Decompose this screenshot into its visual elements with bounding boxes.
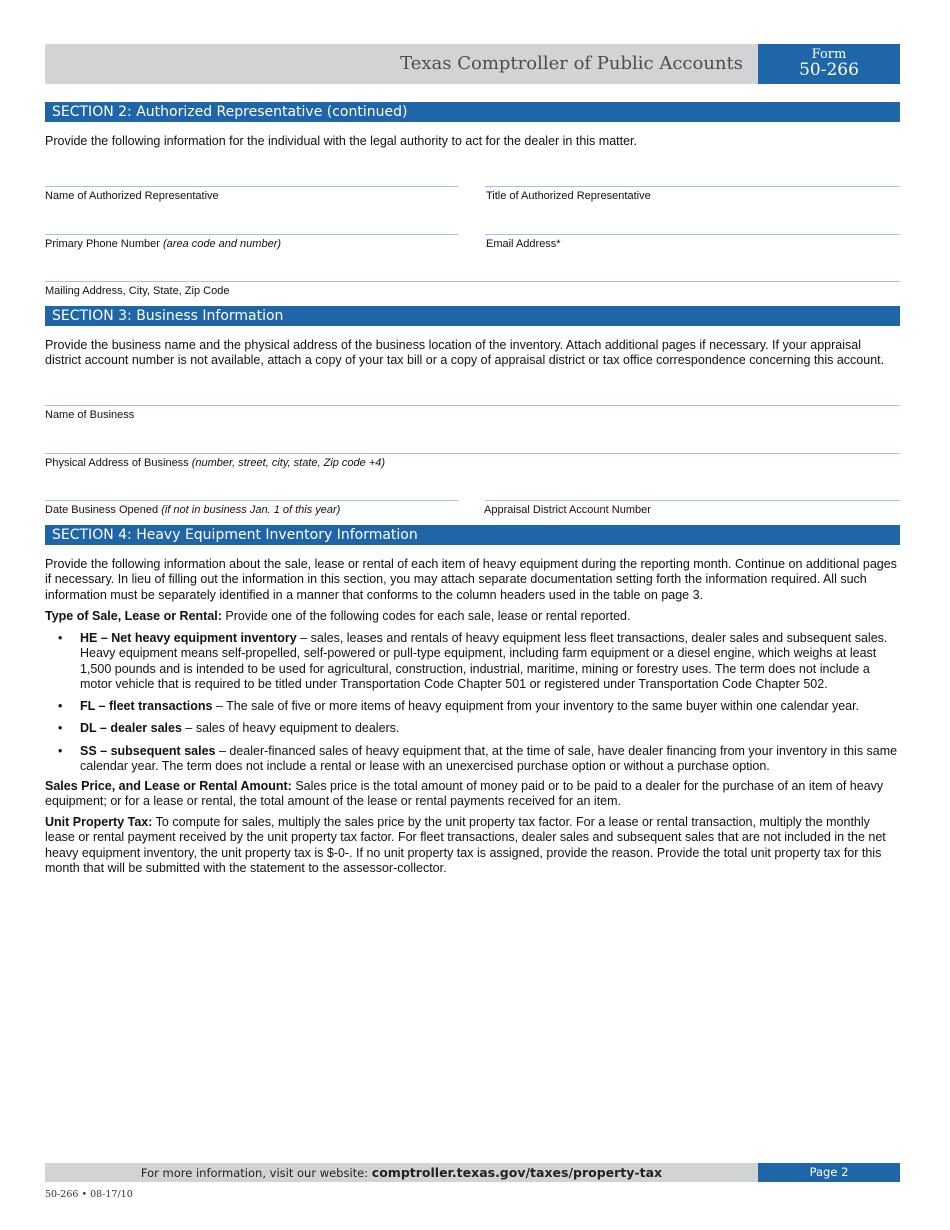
form-revision-code: 50-266 • 08-17/10: [45, 1189, 133, 1200]
mailing-address-input[interactable]: [45, 281, 900, 282]
section-3-header: SECTION 3: Business Information: [45, 306, 900, 326]
section-4-header: SECTION 4: Heavy Equipment Inventory Information: [45, 525, 900, 545]
phone-input[interactable]: [45, 234, 458, 235]
date-opened-hint: (if not in business Jan. 1 of this year): [161, 504, 341, 516]
physical-address-hint: (number, street, city, state, Zip code +4): [191, 457, 386, 469]
physical-address-label: Physical Address of Business (number, street, city, state, Zip code +4): [45, 457, 386, 469]
phone-label: Primary Phone Number (area code and number): [45, 238, 282, 250]
section-2-intro: Provide the following information for the individual with the legal authority to act for the dealer in this matter.: [45, 134, 637, 148]
account-number-input[interactable]: [485, 500, 900, 501]
list-item: • FL – fleet transactions – The sale of five or more items of heavy equipment from your inventory to the same buyer within one calendar year.: [58, 699, 860, 714]
rep-name-input[interactable]: [45, 186, 458, 187]
rep-title-label: Title of Authorized Representative: [486, 190, 651, 202]
email-label: Email Address*: [486, 238, 561, 250]
sales-price-paragraph: Sales Price, and Lease or Rental Amount: Sales price is the total amount of money paid or to be paid to a dealer for the purchase of an item of heavy equipment; or for a lease or rental, the total amount of the lease or rental payments received for an item.: [45, 779, 884, 809]
type-of-sale-paragraph: Type of Sale, Lease or Rental: Provide one of the following codes for each sale, lease or rental reported.: [45, 609, 631, 623]
account-number-label: Appraisal District Account Number: [484, 504, 651, 516]
date-opened-input[interactable]: [45, 500, 458, 501]
code-list: [45, 631, 900, 781]
list-item: • SS – subsequent sales – dealer-financed sales of heavy equipment that, at the time of sale, have dealer financing from your inventory in this same calendar year. The term does not include a rental or lease with an unexercised purchase option or without a purchase option.: [58, 743, 898, 774]
list-item: • DL – dealer sales – sales of heavy equipment to dealers.: [58, 721, 400, 736]
unit-property-tax-paragraph: Unit Property Tax: To compute for sales, multiply the sales price by the unit property tax factor. For a lease or rental transaction, multiply the monthly lease or rental payment received by the unit property tax factor. For fleet transactions, dealer sales and subsequent sales that are not included in the net heavy equipment inventory, the unit property tax is $-0-. If no unit property tax is assigned, provide the reason. Provide the total unit property tax for this month that will be submitted with the statement to the assessor-collector.: [45, 815, 886, 875]
page-header: [45, 44, 900, 84]
mailing-address-label: Mailing Address, City, State, Zip Code: [45, 285, 230, 297]
page-footer: [45, 1163, 900, 1182]
website-link[interactable]: comptroller.texas.gov/taxes/property-tax: [371, 1165, 663, 1180]
page-number: Page 2: [758, 1163, 900, 1182]
agency-title: Texas Comptroller of Public Accounts: [400, 53, 743, 74]
email-input[interactable]: [485, 234, 900, 235]
business-name-label: Name of Business: [45, 409, 135, 421]
rep-title-input[interactable]: [485, 186, 900, 187]
section-4-intro: Provide the following information about the sale, lease or rental of each item of heavy equipment during the reporting month. Continue on additional pages if necessary. In lieu of filling out the information in this section, you may attach separate documentation setting forth the information required. All such information must be separately identified in a manner that conforms to the column headers used in the table on page 3.: [45, 557, 897, 602]
form-label: Form: [811, 47, 847, 62]
phone-hint: (area code and number): [163, 238, 282, 250]
section-2-header: SECTION 2: Authorized Representative (continued): [45, 102, 900, 122]
rep-name-label: Name of Authorized Representative: [45, 190, 219, 202]
footer-info: For more information, visit our website: comptroller.texas.gov/taxes/property-tax: [140, 1165, 663, 1180]
physical-address-input[interactable]: [45, 453, 900, 454]
form-number: 50-266: [799, 60, 859, 80]
list-item: • HE – Net heavy equipment inventory – sales, leases and rentals of heavy equipment less fleet transactions, dealer sales and subsequent sales. Heavy equipment means self-propelled, self-powered or pull-type equipment, including farm equipment or a diesel engine, which weighs at least 1,500 pounds and is intended to be used for agricultural, construction, industrial, maritime, mining or forestry uses. The term does not include a motor vehicle that is required to be titled under Transportation Code Chapter 501 or registered under Transportation Code Chapter 502.: [58, 631, 888, 691]
form-number-box: [758, 44, 900, 84]
business-name-input[interactable]: [45, 405, 900, 406]
date-opened-label: Date Business Opened (if not in business Jan. 1 of this year): [45, 504, 341, 516]
section-3-intro: Provide the business name and the physical address of the business location of the inventory. Attach additional pages if necessary. If your appraisal district account number is not available, attach a copy of your tax bill or a copy of appraisal district or tax office correspondence concerning this account.: [45, 338, 885, 368]
